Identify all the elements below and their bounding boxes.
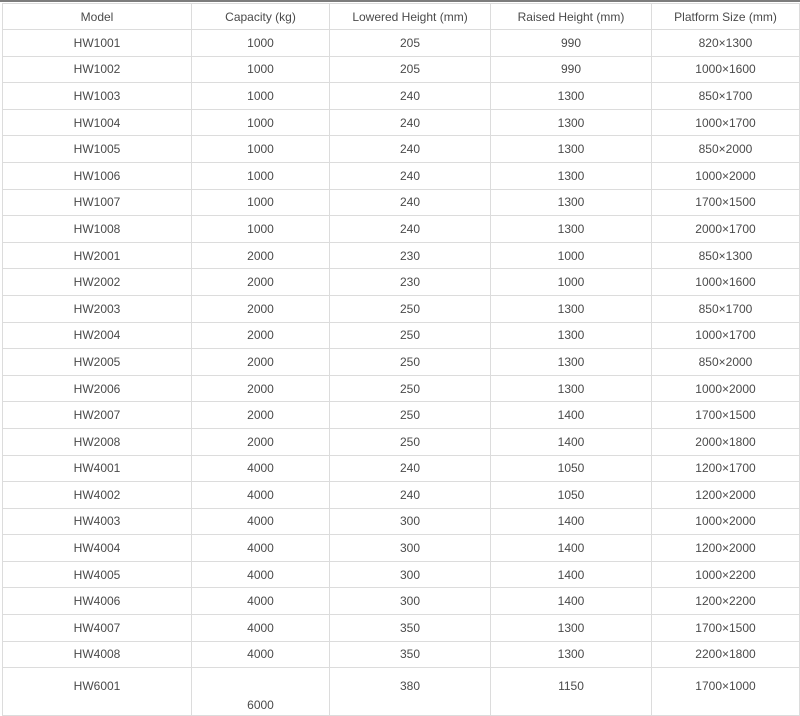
table-row xyxy=(3,295,800,322)
cell-platform-size: 1000×1600 xyxy=(652,56,800,83)
cell-model: HW1003 xyxy=(3,83,192,110)
cell-raised-height: 1300 xyxy=(491,216,652,243)
cell-raised-height: 1050 xyxy=(491,455,652,482)
cell-platform-size: 1000×2000 xyxy=(652,375,800,402)
cell-platform-size: 1700×1500 xyxy=(652,615,800,642)
cell-capacity: 2000 xyxy=(192,269,330,296)
cell-raised-height: 1300 xyxy=(491,162,652,189)
table-row xyxy=(3,615,800,642)
cell-platform-size: 850×2000 xyxy=(652,136,800,163)
cell-model: HW2005 xyxy=(3,349,192,376)
cell-capacity: 4000 xyxy=(192,561,330,588)
cell-capacity: 2000 xyxy=(192,322,330,349)
cell-capacity: 4000 xyxy=(192,455,330,482)
cell-lowered-height: 230 xyxy=(330,269,491,296)
table-row xyxy=(3,428,800,455)
cell-capacity: 2000 xyxy=(192,242,330,269)
cell-capacity: 2000 xyxy=(192,295,330,322)
cell-capacity: 4000 xyxy=(192,535,330,562)
cell-platform-size: 1000×2000 xyxy=(652,162,800,189)
cell-lowered-height: 250 xyxy=(330,428,491,455)
table-row xyxy=(3,189,800,216)
cell-capacity: 1000 xyxy=(192,189,330,216)
cell-platform-size: 820×1300 xyxy=(652,30,800,57)
cell-model: HW2002 xyxy=(3,269,192,296)
cell-raised-height: 1300 xyxy=(491,136,652,163)
cell-lowered-height: 240 xyxy=(330,136,491,163)
cell-model: HW1007 xyxy=(3,189,192,216)
cell-capacity: 1000 xyxy=(192,56,330,83)
cell-capacity: 1000 xyxy=(192,216,330,243)
cell-capacity: 1000 xyxy=(192,83,330,110)
cell-model: HW2004 xyxy=(3,322,192,349)
cell-platform-size: 1000×1700 xyxy=(652,109,800,136)
cell-raised-height: 1300 xyxy=(491,375,652,402)
table-row xyxy=(3,482,800,509)
header-raised-height: Raised Height (mm) xyxy=(491,4,652,30)
cell-lowered-height: 240 xyxy=(330,482,491,509)
cell-capacity: 2000 xyxy=(192,375,330,402)
cell-lowered-height: 240 xyxy=(330,189,491,216)
cell-platform-size: 1200×1700 xyxy=(652,455,800,482)
cell-lowered-height: 300 xyxy=(330,588,491,615)
table-row xyxy=(3,56,800,83)
cell-lowered-height: 250 xyxy=(330,402,491,429)
table-row xyxy=(3,269,800,296)
table-row xyxy=(3,349,800,376)
cell-lowered-height: 350 xyxy=(330,615,491,642)
table-row xyxy=(3,375,800,402)
table-row xyxy=(3,109,800,136)
cell-capacity: 1000 xyxy=(192,162,330,189)
table-row xyxy=(3,136,800,163)
cell-model: HW2008 xyxy=(3,428,192,455)
cell-raised-height: 1000 xyxy=(491,242,652,269)
cell-raised-height: 1300 xyxy=(491,189,652,216)
cell-platform-size: 1700×1500 xyxy=(652,189,800,216)
cell-platform-size: 1000×2200 xyxy=(652,561,800,588)
table-row xyxy=(3,30,800,57)
cell-platform-size: 1700×1000 xyxy=(652,668,800,716)
cell-capacity: 6000 xyxy=(192,668,330,716)
cell-model: HW1004 xyxy=(3,109,192,136)
cell-model: HW1001 xyxy=(3,30,192,57)
specification-table xyxy=(2,3,800,716)
cell-model: HW4004 xyxy=(3,535,192,562)
cell-platform-size: 1200×2000 xyxy=(652,482,800,509)
cell-raised-height: 1400 xyxy=(491,561,652,588)
cell-raised-height: 1300 xyxy=(491,641,652,668)
table-row xyxy=(3,535,800,562)
cell-capacity: 2000 xyxy=(192,402,330,429)
table-row xyxy=(3,83,800,110)
cell-lowered-height: 240 xyxy=(330,216,491,243)
cell-capacity: 4000 xyxy=(192,508,330,535)
cell-capacity: 4000 xyxy=(192,588,330,615)
cell-lowered-height: 240 xyxy=(330,83,491,110)
cell-model: HW4002 xyxy=(3,482,192,509)
cell-capacity: 2000 xyxy=(192,428,330,455)
cell-lowered-height: 300 xyxy=(330,535,491,562)
table-row xyxy=(3,242,800,269)
cell-model: HW2007 xyxy=(3,402,192,429)
cell-raised-height: 1300 xyxy=(491,322,652,349)
cell-model: HW4001 xyxy=(3,455,192,482)
cell-lowered-height: 250 xyxy=(330,322,491,349)
cell-raised-height: 1000 xyxy=(491,269,652,296)
cell-platform-size: 850×1300 xyxy=(652,242,800,269)
cell-raised-height: 1050 xyxy=(491,482,652,509)
cell-raised-height: 1300 xyxy=(491,295,652,322)
cell-platform-size: 2200×1800 xyxy=(652,641,800,668)
cell-lowered-height: 250 xyxy=(330,349,491,376)
cell-raised-height: 1300 xyxy=(491,109,652,136)
cell-lowered-height: 205 xyxy=(330,56,491,83)
cell-lowered-height: 300 xyxy=(330,508,491,535)
cell-model: HW1002 xyxy=(3,56,192,83)
table-row xyxy=(3,561,800,588)
table-body xyxy=(3,30,800,716)
cell-lowered-height: 350 xyxy=(330,641,491,668)
cell-capacity: 4000 xyxy=(192,641,330,668)
cell-platform-size: 1000×1700 xyxy=(652,322,800,349)
cell-lowered-height: 240 xyxy=(330,109,491,136)
cell-model: HW2003 xyxy=(3,295,192,322)
cell-capacity: 4000 xyxy=(192,482,330,509)
cell-lowered-height: 250 xyxy=(330,295,491,322)
cell-lowered-height: 230 xyxy=(330,242,491,269)
table-row xyxy=(3,162,800,189)
cell-lowered-height: 240 xyxy=(330,162,491,189)
cell-model: HW4006 xyxy=(3,588,192,615)
table-header-row xyxy=(3,4,800,30)
cell-model: HW4003 xyxy=(3,508,192,535)
cell-raised-height: 1400 xyxy=(491,508,652,535)
table-row xyxy=(3,402,800,429)
cell-raised-height: 1400 xyxy=(491,588,652,615)
cell-platform-size: 850×1700 xyxy=(652,83,800,110)
cell-model: HW4007 xyxy=(3,615,192,642)
cell-platform-size: 850×1700 xyxy=(652,295,800,322)
cell-raised-height: 1400 xyxy=(491,428,652,455)
cell-platform-size: 1700×1500 xyxy=(652,402,800,429)
header-model: Model xyxy=(3,4,192,30)
cell-model: HW1006 xyxy=(3,162,192,189)
cell-model: HW4005 xyxy=(3,561,192,588)
cell-platform-size: 850×2000 xyxy=(652,349,800,376)
cell-lowered-height: 300 xyxy=(330,561,491,588)
cell-lowered-height: 380 xyxy=(330,668,491,716)
cell-capacity: 4000 xyxy=(192,615,330,642)
cell-capacity: 1000 xyxy=(192,136,330,163)
cell-platform-size: 2000×1800 xyxy=(652,428,800,455)
table-row xyxy=(3,508,800,535)
cell-platform-size: 1000×1600 xyxy=(652,269,800,296)
table-row xyxy=(3,588,800,615)
table-row xyxy=(3,455,800,482)
cell-lowered-height: 240 xyxy=(330,455,491,482)
header-capacity: Capacity (kg) xyxy=(192,4,330,30)
table-row xyxy=(3,216,800,243)
cell-raised-height: 1300 xyxy=(491,615,652,642)
header-platform-size: Platform Size (mm) xyxy=(652,4,800,30)
cell-raised-height: 1400 xyxy=(491,535,652,562)
cell-platform-size: 1200×2200 xyxy=(652,588,800,615)
cell-platform-size: 1000×2000 xyxy=(652,508,800,535)
cell-raised-height: 1150 xyxy=(491,668,652,716)
cell-platform-size: 1200×2000 xyxy=(652,535,800,562)
cell-capacity: 2000 xyxy=(192,349,330,376)
cell-model: HW2006 xyxy=(3,375,192,402)
cell-model: HW4008 xyxy=(3,641,192,668)
cell-capacity: 1000 xyxy=(192,30,330,57)
header-lowered-height: Lowered Height (mm) xyxy=(330,4,491,30)
top-edge-divider xyxy=(0,0,800,2)
cell-raised-height: 1300 xyxy=(491,349,652,376)
table-row xyxy=(3,641,800,668)
cell-model: HW1005 xyxy=(3,136,192,163)
cell-model: HW1008 xyxy=(3,216,192,243)
cell-lowered-height: 205 xyxy=(330,30,491,57)
cell-raised-height: 1400 xyxy=(491,402,652,429)
cell-capacity: 1000 xyxy=(192,109,330,136)
cell-lowered-height: 250 xyxy=(330,375,491,402)
table-row xyxy=(3,322,800,349)
cell-raised-height: 990 xyxy=(491,56,652,83)
cell-model: HW2001 xyxy=(3,242,192,269)
cell-raised-height: 990 xyxy=(491,30,652,57)
cell-platform-size: 2000×1700 xyxy=(652,216,800,243)
cell-model: HW6001 xyxy=(3,668,192,716)
cell-raised-height: 1300 xyxy=(491,83,652,110)
